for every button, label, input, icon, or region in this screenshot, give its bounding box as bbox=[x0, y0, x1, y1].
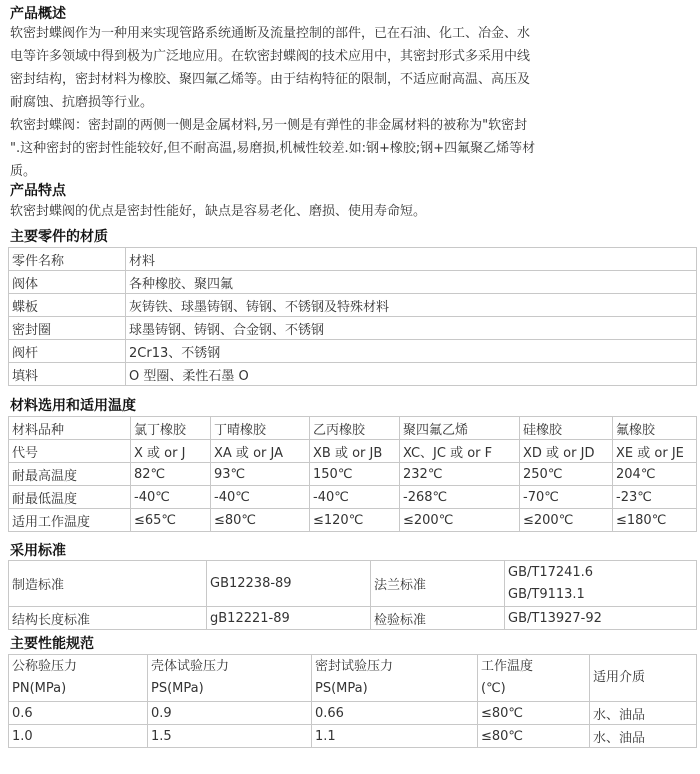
table-cell: 零件名称 bbox=[9, 248, 126, 271]
header-line: PS(MPa) bbox=[315, 681, 368, 696]
table-cell: 232℃ bbox=[400, 463, 520, 486]
table-cell: 各种橡胶、聚四氟 bbox=[126, 271, 697, 294]
table-cell: XE 或 or JE bbox=[613, 440, 697, 463]
header-line: 壳体试验压力 bbox=[151, 659, 230, 674]
header-line: 密封试验压力 bbox=[315, 659, 394, 674]
table-cell: 氟橡胶 bbox=[613, 417, 697, 440]
table-cell: ≤200℃ bbox=[520, 509, 613, 532]
table-row bbox=[9, 607, 697, 630]
performance-table bbox=[8, 654, 697, 748]
table-cell: 250℃ bbox=[520, 463, 613, 486]
standard-code: GB/T9113.1 bbox=[508, 586, 585, 602]
table-cell: 2Cr13、不锈钢 bbox=[126, 340, 697, 363]
table-cell: ≤65℃ bbox=[131, 509, 211, 532]
table-cell: 乙丙橡胶 bbox=[310, 417, 400, 440]
performance-heading: 主要性能规范 bbox=[10, 636, 94, 652]
table-cell: 检验标准 bbox=[371, 607, 505, 630]
table-cell: X 或 or J bbox=[131, 440, 211, 463]
table-row bbox=[9, 271, 697, 294]
overview-line: 软密封蝶阀：密封副的两侧一侧是金属材料,另一侧是有弹性的非金属材料的被称为"软密封 bbox=[10, 118, 528, 133]
table-cell: 0.9 bbox=[148, 702, 312, 725]
overview-heading: 产品概述 bbox=[10, 6, 66, 22]
header-line: PS(MPa) bbox=[151, 681, 204, 696]
header-line: 工作温度 bbox=[481, 659, 534, 674]
table-cell: 材料品种 bbox=[9, 417, 131, 440]
overview-line: 电等许多领域中得到极为广泛地应用。在软密封蝶阀的技术应用中，其密封形式多采用中线 bbox=[10, 49, 531, 64]
overview-line: 密封结构，密封材料为橡胶、聚四氟乙烯等。由于结构特征的限制，不适应耐高温、高压及 bbox=[10, 72, 531, 87]
table-row bbox=[9, 486, 697, 509]
parts-heading: 主要零件的材质 bbox=[10, 229, 108, 245]
table-row bbox=[9, 417, 697, 440]
table-cell: 0.6 bbox=[9, 702, 148, 725]
table-row bbox=[9, 363, 697, 386]
overview-line: 耐腐蚀、抗磨损等行业。 bbox=[10, 95, 154, 110]
table-cell: -268℃ bbox=[400, 486, 520, 509]
materials-heading: 材料选用和适用温度 bbox=[10, 398, 136, 414]
features-heading: 产品特点 bbox=[10, 183, 66, 199]
table-cell: 适用工作温度 bbox=[9, 509, 131, 532]
table-header-cell bbox=[148, 655, 312, 702]
overview-line: 质。 bbox=[10, 164, 37, 179]
header-line: PN(MPa) bbox=[12, 681, 67, 696]
materials-table bbox=[8, 416, 697, 532]
table-cell: ≤80℃ bbox=[211, 509, 310, 532]
table-row bbox=[9, 725, 697, 748]
table-cell: 水、油品 bbox=[590, 725, 697, 748]
features-text: 软密封蝶阀的优点是密封性能好，缺点是容易老化、磨损、使用寿命短。 bbox=[10, 204, 427, 219]
table-cell: 1.0 bbox=[9, 725, 148, 748]
table-cell: 球墨铸钢、铸钢、合金钢、不锈钢 bbox=[126, 317, 697, 340]
standard-code: GB/T17241.6 bbox=[508, 564, 594, 580]
table-cell: 204℃ bbox=[613, 463, 697, 486]
table-cell: 水、油品 bbox=[590, 702, 697, 725]
table-cell: 聚四氟乙烯 bbox=[400, 417, 520, 440]
table-header-cell bbox=[9, 655, 148, 702]
table-row bbox=[9, 509, 697, 532]
table-cell bbox=[505, 561, 697, 607]
table-cell: 灰铸铁、球墨铸钢、铸钢、不锈钢及特殊材料 bbox=[126, 294, 697, 317]
table-cell: ≤120℃ bbox=[310, 509, 400, 532]
table-cell: 制造标准 bbox=[9, 561, 207, 607]
table-cell: 法兰标准 bbox=[371, 561, 505, 607]
table-cell: 耐最高温度 bbox=[9, 463, 131, 486]
table-cell: XD 或 or JD bbox=[520, 440, 613, 463]
table-cell: gB12221-89 bbox=[207, 607, 371, 630]
table-cell: 氯丁橡胶 bbox=[131, 417, 211, 440]
table-cell: 1.1 bbox=[312, 725, 478, 748]
overview-line: ".这种密封的密封性能较好,但不耐高温,易磨损,机械性较差.如:钢+橡胶;钢+四氟聚乙烯等材 bbox=[10, 141, 536, 156]
table-cell: 蝶板 bbox=[9, 294, 126, 317]
table-row bbox=[9, 463, 697, 486]
header-line: 公称验压力 bbox=[12, 659, 78, 674]
table-cell: ≤200℃ bbox=[400, 509, 520, 532]
table-cell: ≤180℃ bbox=[613, 509, 697, 532]
table-row bbox=[9, 702, 697, 725]
parts-table bbox=[8, 247, 697, 386]
table-cell: -40℃ bbox=[131, 486, 211, 509]
table-cell: 丁晴橡胶 bbox=[211, 417, 310, 440]
table-cell: XB 或 or JB bbox=[310, 440, 400, 463]
table-row bbox=[9, 248, 697, 271]
table-cell: 93℃ bbox=[211, 463, 310, 486]
overview-paragraph bbox=[10, 22, 694, 183]
table-cell: -23℃ bbox=[613, 486, 697, 509]
table-cell: -40℃ bbox=[211, 486, 310, 509]
standards-table bbox=[8, 560, 697, 630]
table-cell: 材料 bbox=[126, 248, 697, 271]
table-cell: 0.66 bbox=[312, 702, 478, 725]
table-row bbox=[9, 440, 697, 463]
table-row bbox=[9, 340, 697, 363]
table-cell: 代号 bbox=[9, 440, 131, 463]
table-row bbox=[9, 317, 697, 340]
table-cell: XC、JC 或 or F bbox=[400, 440, 520, 463]
standards-heading: 采用标准 bbox=[10, 543, 66, 559]
table-cell: 150℃ bbox=[310, 463, 400, 486]
table-header-cell bbox=[590, 655, 697, 702]
table-row bbox=[9, 561, 697, 607]
table-cell: 填料 bbox=[9, 363, 126, 386]
table-header-cell bbox=[478, 655, 590, 702]
table-cell: 硅橡胶 bbox=[520, 417, 613, 440]
table-cell: 1.5 bbox=[148, 725, 312, 748]
table-cell: 结构长度标准 bbox=[9, 607, 207, 630]
header-line: 适用介质 bbox=[593, 670, 646, 685]
table-cell: 耐最低温度 bbox=[9, 486, 131, 509]
table-header-cell bbox=[312, 655, 478, 702]
table-cell: GB/T13927-92 bbox=[505, 607, 697, 630]
table-header-row bbox=[9, 655, 697, 702]
table-cell: GB12238-89 bbox=[207, 561, 371, 607]
table-cell: O 型圈、柔性石墨 O bbox=[126, 363, 697, 386]
table-cell: XA 或 or JA bbox=[211, 440, 310, 463]
table-cell: 阀体 bbox=[9, 271, 126, 294]
table-cell: ≤80℃ bbox=[478, 702, 590, 725]
table-row bbox=[9, 294, 697, 317]
table-cell: 阀杆 bbox=[9, 340, 126, 363]
table-cell: 82℃ bbox=[131, 463, 211, 486]
table-cell: 密封圈 bbox=[9, 317, 126, 340]
table-cell: -40℃ bbox=[310, 486, 400, 509]
overview-line: 软密封蝶阀作为一种用来实现管路系统通断及流量控制的部件，已在石油、化工、冶金、水 bbox=[10, 26, 531, 41]
table-cell: -70℃ bbox=[520, 486, 613, 509]
table-cell: ≤80℃ bbox=[478, 725, 590, 748]
header-line: (℃) bbox=[481, 681, 506, 696]
